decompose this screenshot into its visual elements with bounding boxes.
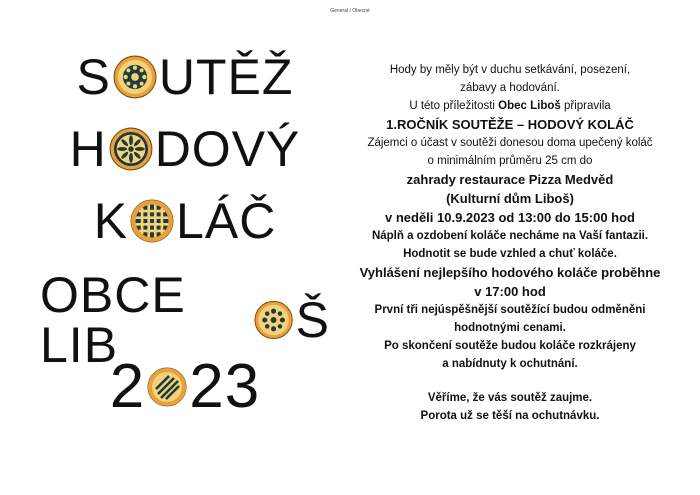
announce-line: Vyhlášení nejlepšího hodového koláče proběhne [359, 265, 661, 280]
striped-pie-icon [147, 367, 187, 407]
title-line-2 [40, 121, 330, 177]
place-line: zahrady restaurace Pizza Medvěd [406, 172, 614, 187]
organizer: Obec Liboš [498, 100, 561, 112]
after-line: Po skončení soutěže budou koláče rozkrájeny [384, 340, 636, 352]
spacer [355, 373, 665, 389]
announcement-text [355, 61, 665, 425]
title-text: Š [295, 292, 330, 348]
title-text: 2 [109, 352, 146, 421]
judge-line: Hodnotit se bude vzhled a chuť koláče. [403, 248, 617, 260]
title-text: K [93, 193, 129, 249]
after-line: a nabídnuty k ochutnání. [442, 358, 578, 370]
title-text: H [69, 121, 107, 177]
intro-line: zábavy a hodování. [460, 82, 560, 94]
closing-line: Věříme, že vás soutěž zaujme. [427, 392, 593, 404]
place-line: (Kulturní dům Liboš) [446, 191, 574, 206]
title-line-3 [40, 193, 330, 249]
date-line: v neděli 10.9.2023 od 13:00 do 15:00 hod [385, 210, 635, 225]
join-line: Zájemci o účast v soutěži donesou doma upečený koláč [367, 137, 653, 149]
title-text: UTĚŽ [158, 49, 294, 105]
title-line-5 [40, 352, 330, 421]
title-text: 23 [189, 352, 261, 421]
flower-pie-icon [109, 127, 153, 171]
title-text: LÁČ [176, 193, 277, 249]
title-line-4 [40, 267, 330, 373]
intro-line: U této příležitosti Obec Liboš připravila [409, 100, 611, 112]
poppy-seed-pie-icon [113, 55, 157, 99]
prize-line: První tři nejúspěšnější soutěžící budou odměněni [374, 304, 646, 316]
title-text: DOVÝ [154, 121, 301, 177]
intro-line: Hody by měly být v duchu setkávání, posezení, [389, 64, 631, 76]
closing-line: Porota už se těší na ochutnávku. [420, 410, 600, 422]
join-line: o minimálním průměru 25 cm do [427, 155, 593, 167]
title-text: S [76, 49, 111, 105]
dotted-pie-icon [254, 298, 293, 342]
title-text: OBCE LIB [40, 267, 186, 373]
announce-line: v 17:00 hod [474, 284, 546, 299]
lattice-pie-icon [130, 199, 174, 243]
document-classification: General / Obecné [330, 8, 370, 14]
title-line-1 [40, 49, 330, 105]
headline: 1.ROČNÍK SOUTĚŽE – HODOVÝ KOLÁČ [386, 117, 634, 132]
prize-line: hodnotnými cenami. [454, 322, 566, 334]
fill-line: Náplň a ozdobení koláče necháme na Vaší fantazii. [371, 230, 649, 242]
